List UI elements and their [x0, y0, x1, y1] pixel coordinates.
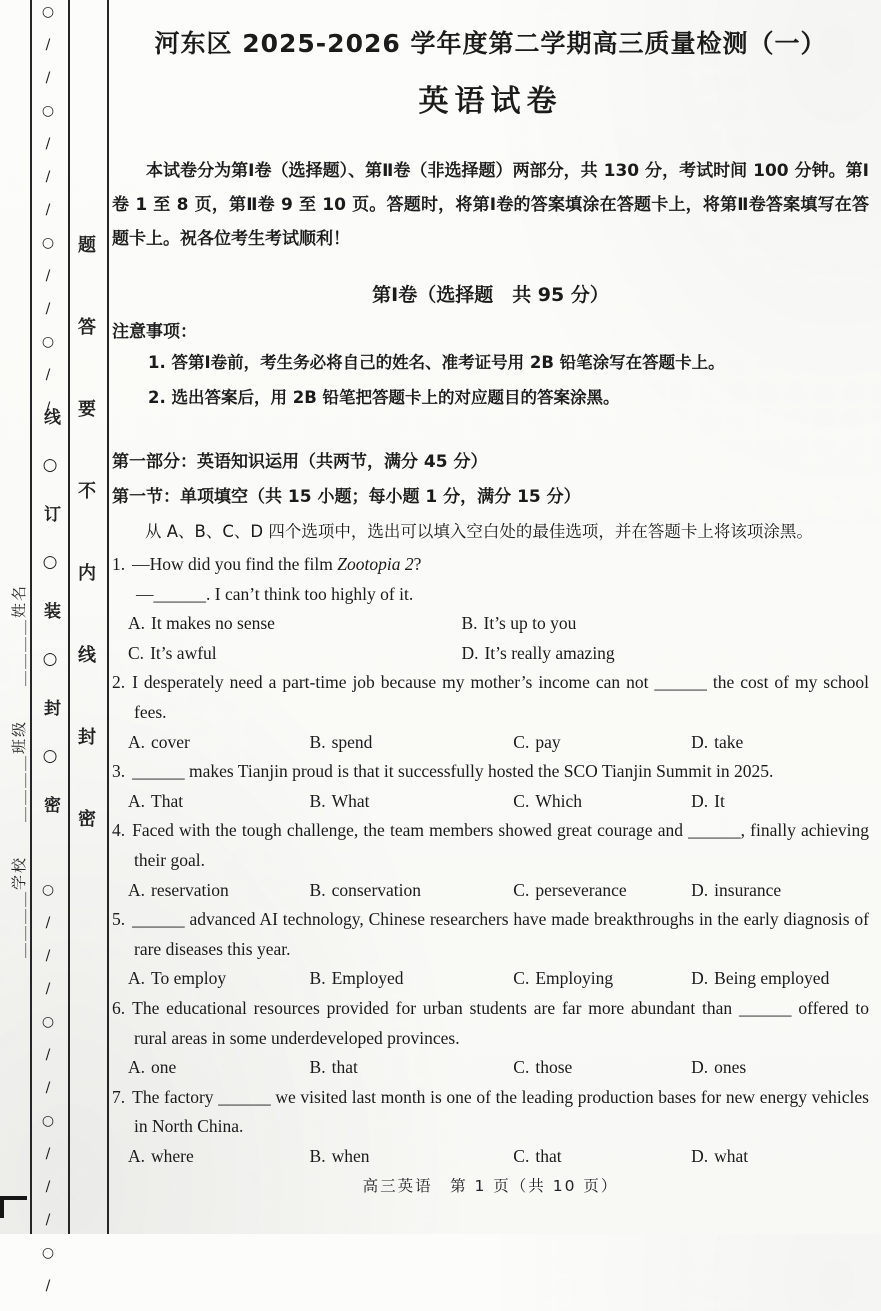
- notes-heading: 注意事项：: [112, 322, 197, 342]
- page-footer: 高三英语 第 1 页（共 10 页）: [362, 1177, 619, 1196]
- option-b-text: What: [331, 790, 370, 811]
- option-d-label: D.: [691, 790, 709, 811]
- option-b-label: B.: [309, 879, 326, 900]
- option-b: [310, 1053, 514, 1083]
- option-d: [691, 728, 869, 758]
- binding-line-outer: [30, 0, 32, 1234]
- option-a-text: It makes no sense: [151, 613, 275, 634]
- option-d-text: what: [714, 1145, 749, 1166]
- option-c-label: C.: [513, 790, 530, 811]
- binding-dash-pattern-bottom: ○///○//○///○/: [40, 882, 56, 1311]
- option-d-text: Being employed: [714, 968, 830, 989]
- question-5-stem-text: ______ advanced AI technology, Chinese researchers have made breakthroughs in the early diagnosis of rare diseases this year.: [132, 909, 869, 959]
- option-b: [310, 787, 514, 817]
- part1-heading: 第一部分：英语知识运用（共两节，满分 45 分）: [112, 452, 488, 472]
- option-d-text: It’s really amazing: [484, 642, 615, 663]
- option-a: [128, 876, 310, 906]
- question-4-stem: [112, 816, 869, 875]
- option-d-label: D.: [691, 1057, 709, 1078]
- option-b-text: Employed: [331, 968, 404, 989]
- option-c: [513, 1053, 691, 1083]
- option-b: [310, 728, 514, 758]
- scan-corner-mark-vertical: [0, 1196, 4, 1218]
- option-b-label: B.: [309, 1057, 326, 1078]
- seal-binding-line-text: 线○订○装○封○密: [40, 408, 60, 843]
- option-c: [513, 964, 691, 994]
- question-6-stem: [112, 994, 869, 1053]
- option-b-label: B.: [309, 731, 326, 752]
- binding-dash-pattern-top: ○//○///○//○//: [40, 4, 56, 433]
- option-d-label: D.: [691, 1145, 709, 1166]
- option-d-text: It: [714, 790, 725, 811]
- note-item-1: 1. 答第Ⅰ卷前，考生务必将自己的姓名、准考证号用 2B 铅笔涂写在答题卡上。: [148, 353, 725, 372]
- option-b-label: B.: [309, 790, 326, 811]
- question-1-stem: [112, 550, 869, 580]
- option-d: [691, 1142, 869, 1172]
- question-5-options: [112, 964, 869, 994]
- option-b: [461, 609, 869, 639]
- option-a: [128, 787, 310, 817]
- option-a: [128, 728, 310, 758]
- option-d-text: insurance: [714, 879, 782, 900]
- question-3-stem: [112, 757, 869, 787]
- option-a: [128, 1053, 310, 1083]
- question-4-number: 4.: [112, 820, 126, 841]
- content-area: [112, 0, 869, 1196]
- question-6-stem-text: The educational resources provided for urban students are far more abundant than ______ offered to rural areas in some underdeveloped provinces.: [132, 997, 869, 1048]
- option-c: [513, 728, 691, 758]
- option-d: [691, 787, 869, 817]
- section1-heading: 第一节：单项填空（共 15 小题；每小题 1 分，满分 15 分）: [112, 487, 581, 507]
- option-d: [691, 1053, 869, 1083]
- question-5-stem: [112, 905, 869, 964]
- option-c-label: C.: [513, 1057, 530, 1078]
- option-a-label: A.: [128, 968, 146, 989]
- question-4-stem-text: Faced with the tough challenge, the team members showed great courage and ______, finally achieving their goal.: [132, 820, 869, 870]
- option-a-text: That: [151, 790, 184, 811]
- option-d: [461, 639, 869, 669]
- section1-instruction: 从 A、B、C、D 四个选项中，选出可以填入空白处的最佳选项，并在答题卡上将该项涂黑。: [145, 522, 813, 541]
- option-c-text: those: [535, 1057, 573, 1078]
- option-c-text: perseverance: [535, 879, 627, 900]
- question-2-options: [112, 728, 869, 758]
- exam-title: 河东区 2025-2026 学年度第二学期高三质量检测（一）: [154, 29, 827, 58]
- question-6: [112, 994, 869, 1083]
- question-7-options: [112, 1142, 869, 1172]
- option-c: [513, 787, 691, 817]
- option-a-text: reservation: [151, 879, 229, 900]
- option-d-label: D.: [691, 879, 709, 900]
- note-item-2: 2. 选出答案后，用 2B 铅笔把答题卡上的对应题目的答案涂黑。: [148, 388, 620, 407]
- intro-paragraph: 本试卷分为第Ⅰ卷（选择题）、第Ⅱ卷（非选择题）两部分，共 130 分，考试时间 100 分钟。第Ⅰ卷 1 至 8 页，第Ⅱ卷 9 至 10 页。答题时，将第Ⅰ卷的答案填涂在答题卡上，将第Ⅱ卷答案填写在答题卡上。祝各位考生考试顺利！: [112, 161, 869, 249]
- question-1-reply-line: —______. I can’t think too highly of it.: [136, 583, 414, 604]
- option-c-text: Employing: [535, 968, 614, 989]
- option-d-label: D.: [691, 731, 709, 752]
- option-d-label: D.: [691, 968, 709, 989]
- question-3-options: [112, 787, 869, 817]
- option-a-label: A.: [128, 1145, 146, 1166]
- question-6-options: [112, 1053, 869, 1083]
- question-3-stem-text: ______ makes Tianjin proud is that it successfully hosted the SCO Tianjin Summit in 2025.: [132, 761, 774, 782]
- option-c-text: It’s awful: [150, 642, 217, 663]
- option-a-text: cover: [151, 731, 190, 752]
- option-b-text: conservation: [331, 879, 422, 900]
- option-b: [310, 1142, 514, 1172]
- option-a-label: A.: [128, 790, 146, 811]
- option-c: [128, 639, 461, 669]
- question-list: [112, 550, 869, 1171]
- volume1-heading: 第Ⅰ卷（选择题 共 95 分）: [372, 284, 609, 306]
- option-a: [128, 1142, 310, 1172]
- option-a-label: A.: [128, 731, 146, 752]
- option-b: [310, 876, 514, 906]
- option-b: [310, 964, 514, 994]
- option-b-text: It’s up to you: [483, 613, 577, 634]
- no-answer-in-seal-area-text: 题答要不内线封密: [75, 235, 96, 891]
- question-5-number: 5.: [112, 909, 126, 930]
- question-2-stem: [112, 668, 869, 727]
- option-b-text: when: [331, 1145, 370, 1166]
- question-7-number: 7.: [112, 1086, 126, 1107]
- question-3-number: 3.: [112, 761, 126, 782]
- option-a-label: A.: [128, 879, 146, 900]
- question-2-number: 2.: [112, 672, 126, 693]
- option-d-text: ones: [714, 1057, 747, 1078]
- option-b-label: B.: [461, 613, 478, 634]
- question-4: [112, 816, 869, 905]
- question-1-options: [112, 609, 869, 668]
- option-a-label: A.: [128, 613, 146, 634]
- question-3: [112, 757, 869, 816]
- option-a-text: one: [151, 1057, 177, 1078]
- option-c-label: C.: [128, 642, 145, 663]
- option-c-label: C.: [513, 731, 530, 752]
- option-d-text: take: [714, 731, 744, 752]
- option-c-text: that: [535, 1145, 562, 1166]
- option-a: [128, 964, 310, 994]
- option-a-label: A.: [128, 1057, 146, 1078]
- option-c-label: C.: [513, 879, 530, 900]
- option-b-text: that: [331, 1057, 358, 1078]
- option-c-label: C.: [513, 1145, 530, 1166]
- option-c-label: C.: [513, 968, 530, 989]
- question-1-film-title: Zootopia 2: [337, 554, 414, 574]
- option-c-text: Which: [535, 790, 583, 811]
- question-2-stem-text: I desperately need a part-time job because my mother’s income can not ______ the cost of my school fees.: [132, 672, 869, 722]
- option-c: [513, 1142, 691, 1172]
- exam-subtitle: 英语试卷: [418, 84, 563, 119]
- option-d-label: D.: [461, 642, 479, 663]
- question-7: [112, 1083, 869, 1172]
- question-4-options: [112, 876, 869, 906]
- question-1-stem-end: ?: [413, 554, 422, 574]
- option-a-text: To employ: [151, 968, 227, 989]
- question-2: [112, 668, 869, 757]
- option-c-text: pay: [535, 731, 561, 752]
- option-b-label: B.: [309, 968, 326, 989]
- option-b-label: B.: [309, 1145, 326, 1166]
- option-a: [128, 609, 461, 639]
- question-7-stem: [112, 1083, 869, 1142]
- binding-line-inner: [107, 0, 109, 1234]
- student-info-fields: ＿＿＿＿学校 ＿＿＿＿班级 ＿＿＿＿姓名: [10, 583, 28, 958]
- question-7-stem-text: The factory ______ we visited last month is one of the leading production bases for new energy vehicles in North China.: [132, 1086, 869, 1137]
- question-1: [112, 550, 869, 668]
- option-d: [691, 876, 869, 906]
- binding-line-middle: [68, 0, 70, 1234]
- question-1-stem-text: —How did you find the film: [132, 554, 338, 574]
- scan-corner-mark: [0, 1196, 27, 1200]
- question-1-number: 1.: [112, 554, 126, 574]
- option-a-text: where: [151, 1145, 194, 1166]
- option-c: [513, 876, 691, 906]
- question-5: [112, 905, 869, 994]
- option-d: [691, 964, 869, 994]
- option-b-text: spend: [331, 731, 373, 752]
- question-6-number: 6.: [112, 997, 126, 1018]
